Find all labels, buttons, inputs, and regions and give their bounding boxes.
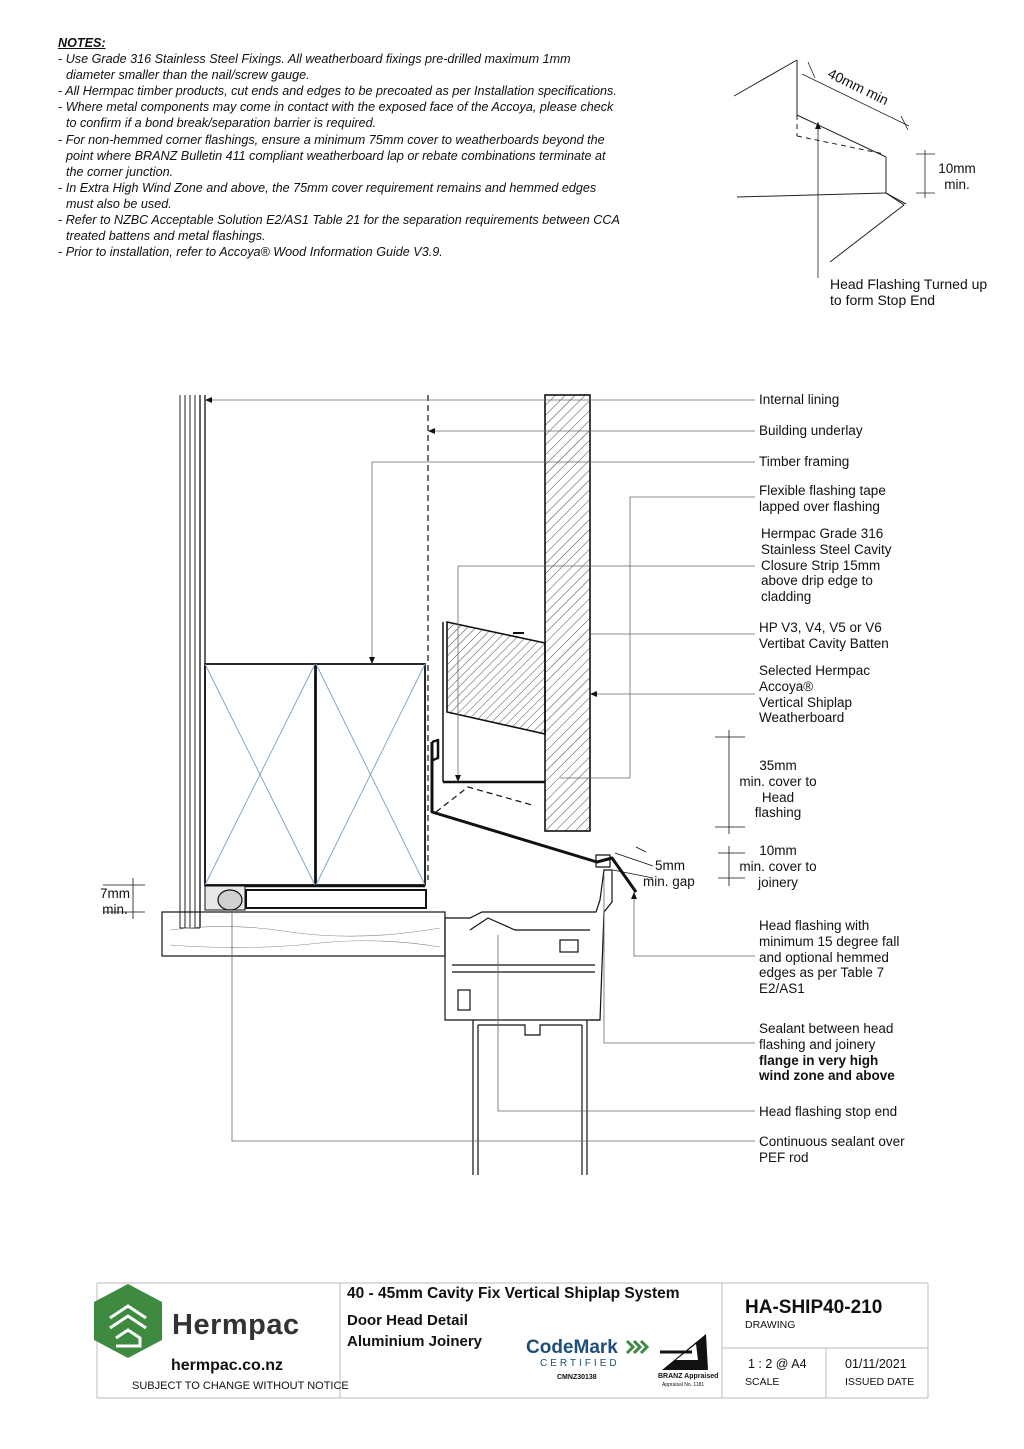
- callout-closure-strip: [761, 526, 892, 605]
- callout-text: edges as per Table 7: [759, 965, 885, 981]
- note-line: - Refer to NZBC Acceptable Solution E2/AS1 Table 21 for the separation requirements between CCA: [58, 213, 620, 228]
- note-line: diameter smaller than the nail/screw gauge.: [66, 68, 310, 83]
- dim-text: joinery: [758, 874, 798, 890]
- dim-7mm-gap: [92, 886, 138, 918]
- codemark-logo: CodeMark: [526, 1337, 618, 1358]
- callout-text: HP V3, V4, V5 or V6: [759, 620, 882, 635]
- inset-dim-10mm: [933, 161, 981, 193]
- brand-disclaimer: SUBJECT TO CHANGE WITHOUT NOTICE: [132, 1380, 349, 1392]
- callout-text: flange in very high: [759, 1052, 879, 1068]
- note-line: must also be used.: [66, 196, 172, 211]
- callout-flexible-tape: [759, 483, 886, 515]
- head-flashing: [432, 740, 636, 892]
- callout-text: Accoya®: [759, 678, 814, 694]
- branz-appraisal-no: Appraisal No. 1181: [662, 1382, 705, 1388]
- timber-framing: [205, 664, 425, 885]
- callout-text: Weatherboard: [759, 710, 845, 726]
- stop-end-sketch: [734, 60, 935, 278]
- note-line: - Use Grade 316 Stainless Steel Fixings. All weatherboard fixings pre-drilled maximum 1mm: [58, 52, 571, 67]
- dim-5mm-gap: [643, 858, 695, 890]
- callout-continuous-sealant: [759, 1134, 905, 1166]
- note-line: - Where metal components may come in contact with the exposed face of the Accoya, please check: [58, 100, 614, 115]
- callout-text: Hermpac Grade 316: [761, 526, 884, 541]
- note-line: - All Hermpac timber products, cut ends and edges to be precoated as per Installation specifications.: [58, 84, 617, 99]
- callout-sealant-head: [759, 1021, 895, 1084]
- callout-internal-lining: [759, 392, 839, 408]
- drawing-label: DRAWING: [745, 1319, 796, 1331]
- note-line: - In Extra High Wind Zone and above, the 75mm cover requirement remains and hemmed edges: [58, 180, 597, 195]
- dim-text: min. gap: [643, 873, 695, 889]
- callout-text: PEF rod: [759, 1149, 809, 1165]
- callout-text: Timber framing: [759, 454, 850, 469]
- callout-text: lapped over flashing: [759, 498, 880, 514]
- detail-title-1: Door Head Detail: [347, 1312, 468, 1329]
- dim-text: min. cover to: [739, 773, 817, 789]
- callout-text: Internal lining: [759, 392, 840, 407]
- callout-text: Head flashing stop end: [759, 1104, 898, 1119]
- callout-text: Building underlay: [759, 423, 863, 438]
- brand-name: Hermpac: [172, 1309, 300, 1341]
- callout-text: Closure Strip 15mm: [761, 557, 881, 573]
- dim-10mm-cover: [734, 843, 822, 890]
- callout-building-underlay: [759, 423, 863, 439]
- leader-lines: [205, 400, 755, 1141]
- callout-text: minimum 15 degree fall: [759, 933, 900, 949]
- head-trim: [205, 886, 426, 910]
- inset-label-stop-end: [830, 277, 987, 309]
- callout-text: and optional hemmed: [759, 949, 889, 965]
- branz-text: BRANZ Appraised: [658, 1373, 719, 1380]
- callout-text: Continuous sealant over: [759, 1134, 905, 1149]
- cavity-batten: [447, 622, 545, 734]
- codemark-certified: CERTIFIED: [540, 1358, 620, 1369]
- system-title: 40 - 45mm Cavity Fix Vertical Shiplap System: [347, 1285, 680, 1302]
- callout-head-flashing: [759, 918, 899, 997]
- callout-text: Head flashing with: [759, 918, 870, 933]
- note-line: - For non-hemmed corner flashings, ensure a minimum 75mm cover to weatherboards beyond the: [58, 132, 605, 147]
- internal-lining: [180, 395, 205, 928]
- weatherboard: [545, 395, 590, 831]
- inset-label-line1: Head Flashing Turned up: [830, 276, 988, 292]
- dim-text: 35mm: [759, 758, 797, 773]
- callout-text: Vertical Shiplap: [759, 694, 853, 710]
- notes-heading: NOTES:: [58, 36, 106, 50]
- inset-dim-10mm-line2: min.: [944, 176, 970, 192]
- callout-text: Selected Hermpac: [759, 663, 871, 678]
- dim-35mm-cover: [736, 758, 820, 821]
- callout-weatherboard: [759, 663, 870, 726]
- dim-text: Head: [761, 789, 795, 805]
- issued-date-label: ISSUED DATE: [845, 1376, 915, 1388]
- dim-text: 7mm: [100, 886, 130, 901]
- callout-text: flashing and joinery: [759, 1036, 876, 1052]
- inset-dim-40mm: 40mm min: [825, 65, 892, 109]
- aluminium-joinery: [162, 870, 612, 1175]
- drawing-number: HA-SHIP40-210: [745, 1297, 883, 1318]
- callout-stop-end: [759, 1104, 897, 1120]
- dim-text: 5mm: [655, 858, 685, 873]
- callout-text: cladding: [761, 589, 812, 605]
- dim-text: flashing: [754, 805, 802, 821]
- callout-text: Stainless Steel Cavity: [761, 541, 892, 557]
- callout-cavity-batten: [759, 620, 889, 652]
- note-line: - Prior to installation, refer to Accoya® Wood Information Guide V3.9.: [58, 245, 443, 260]
- inset-dim-10mm-line1: 10mm: [938, 161, 976, 176]
- dim-text: min. cover to: [739, 858, 817, 874]
- dim-text: 10mm: [759, 843, 797, 858]
- inset-label-line2: to form Stop End: [830, 291, 936, 308]
- callout-text: wind zone and above: [759, 1068, 895, 1084]
- dim-text: min.: [102, 901, 128, 917]
- detail-title-2: Aluminium Joinery: [347, 1333, 483, 1350]
- brand-website[interactable]: hermpac.co.nz: [171, 1357, 284, 1374]
- note-line: point where BRANZ Bulletin 411 compliant weatherboard lap or rebate combinations terminate at: [66, 148, 606, 163]
- callout-text: Sealant between head: [759, 1021, 894, 1036]
- scale-label: SCALE: [745, 1376, 780, 1388]
- scale-value: 1 : 2 @ A4: [748, 1357, 807, 1371]
- callout-timber-framing: [759, 454, 849, 470]
- codemark-number: CMNZ30138: [557, 1374, 597, 1381]
- callout-text: Flexible flashing tape: [759, 483, 886, 498]
- issued-date: 01/11/2021: [845, 1357, 907, 1371]
- note-line: treated battens and metal flashings.: [66, 229, 266, 244]
- note-line: the corner junction.: [66, 164, 174, 179]
- callout-text: E2/AS1: [759, 981, 805, 997]
- callout-text: Vertibat Cavity Batten: [759, 635, 889, 651]
- callout-text: above drip edge to: [761, 573, 873, 589]
- note-line: to confirm if a bond break/separation barrier is required.: [66, 116, 377, 131]
